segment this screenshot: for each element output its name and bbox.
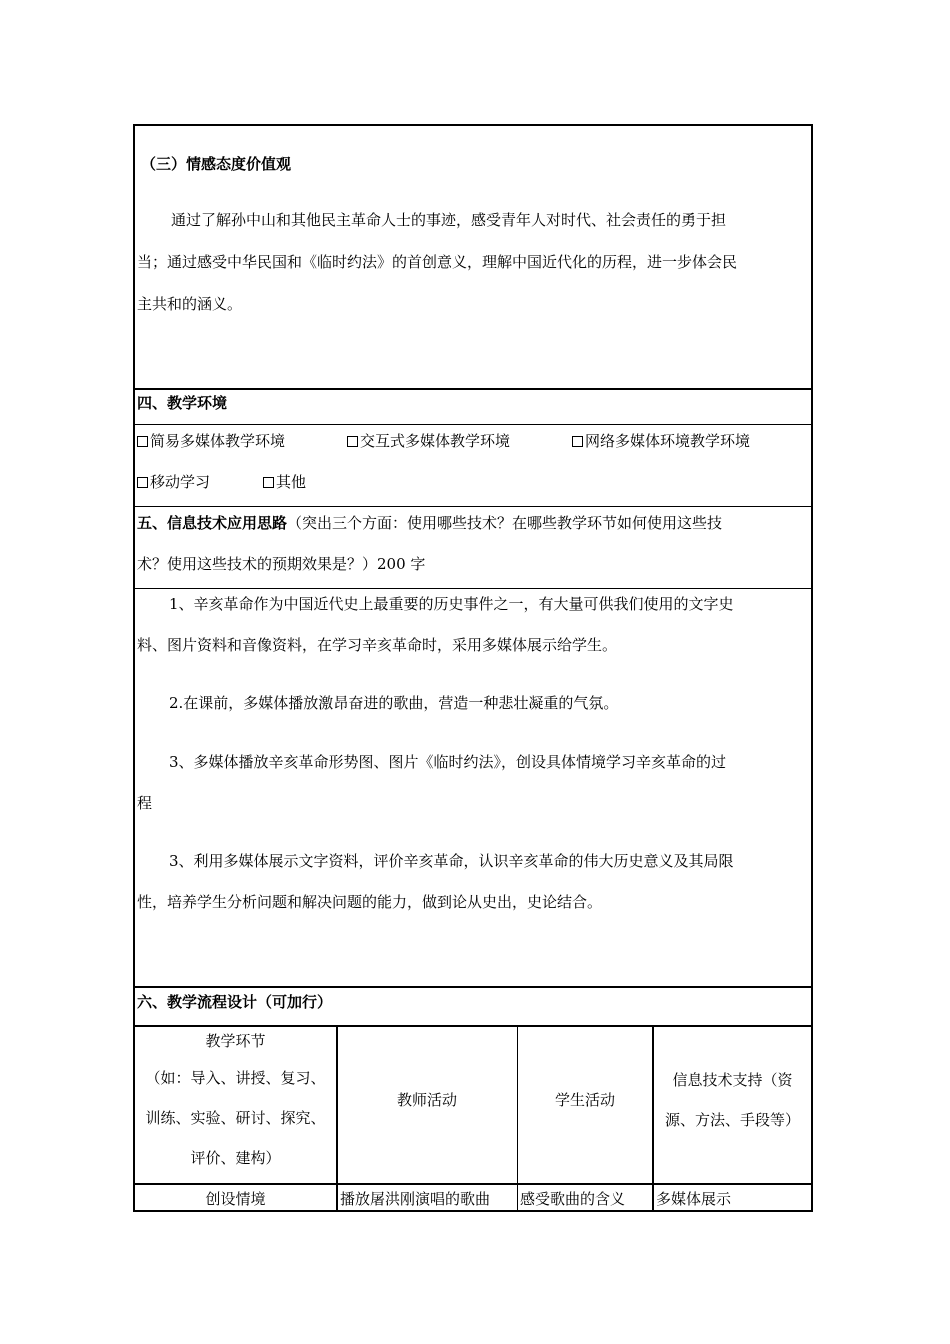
env-option-network-multimedia[interactable]	[572, 431, 750, 451]
divider	[135, 1183, 811, 1185]
checkbox[interactable]	[347, 436, 358, 447]
env-option-mobile-learning[interactable]	[137, 472, 210, 492]
option-label: 其他	[276, 473, 307, 491]
section3-body-line2: 当；通过感受中华民国和《临时约法》的首创意义，理解中国近代化的历程，进一步体会民	[137, 253, 738, 271]
section5-heading-line1	[137, 513, 722, 533]
header-tech-support-line1: 信息技术支持（资	[672, 1071, 793, 1089]
table-row-teacher-activity: 播放屠洪刚演唱的歌曲	[340, 1190, 491, 1208]
checkbox[interactable]	[137, 477, 148, 488]
section3-body-line3: 主共和的涵义。	[137, 295, 243, 313]
section5-heading-note-line2: 术？使用这些技术的预期效果是？）200 字	[137, 555, 426, 573]
checkbox[interactable]	[572, 436, 583, 447]
section4-heading: 四、教学环境	[137, 394, 228, 412]
section6-heading: 六、教学流程设计（可加行）	[137, 993, 333, 1011]
divider	[135, 424, 811, 425]
section5-p4-line2: 性，培养学生分析问题和解决问题的能力，做到论从史出，史论结合。	[137, 893, 603, 911]
option-label: 移动学习	[150, 473, 211, 491]
env-option-simple-multimedia[interactable]	[137, 431, 285, 451]
header-stage-line3: 训练、实验、研讨、探究、	[145, 1109, 326, 1127]
section3-heading: （三）情感态度价值观	[141, 155, 292, 173]
divider	[135, 588, 811, 589]
section5-p3-line1: 3、多媒体播放辛亥革命形势图、图片《临时约法》，创设具体情境学习辛亥革命的过	[169, 753, 727, 771]
section5-p3-line2: 程	[137, 794, 153, 812]
header-stage-line1: 教学环节	[205, 1032, 266, 1050]
header-tech-support-line2: 源、方法、手段等）	[664, 1111, 800, 1129]
table-row-student-activity: 感受歌曲的含义	[520, 1190, 626, 1208]
header-teacher-activity: 教师活动	[396, 1091, 457, 1109]
section5-p4-line1: 3、利用多媒体展示文字资料，评价辛亥革命，认识辛亥革命的伟大历史意义及其局限	[169, 852, 734, 870]
option-label: 网络多媒体环境教学环境	[585, 432, 751, 450]
env-option-interactive-multimedia[interactable]	[347, 431, 510, 451]
section5-p1-line1: 1、辛亥革命作为中国近代史上最重要的历史事件之一，有大量可供我们使用的文字史	[169, 595, 734, 613]
table-row-tech-support: 多媒体展示	[656, 1190, 732, 1208]
header-stage-line2: （如：导入、讲授、复习、	[145, 1069, 326, 1087]
divider	[135, 1025, 811, 1027]
checkbox[interactable]	[263, 477, 274, 488]
divider	[135, 506, 811, 507]
section5-heading-note: （突出三个方面：使用哪些技术？在哪些教学环节如何使用这些技	[287, 514, 723, 532]
lesson-plan-table	[133, 124, 813, 1212]
env-option-other[interactable]	[263, 472, 306, 492]
option-label: 简易多媒体教学环境	[150, 432, 286, 450]
option-label: 交互式多媒体教学环境	[360, 432, 511, 450]
section5-heading: 五、信息技术应用思路	[137, 514, 288, 532]
divider	[135, 388, 811, 390]
divider	[135, 986, 811, 988]
table-row-stage: 创设情境	[205, 1190, 266, 1208]
section3-body-line1: 通过了解孙中山和其他民主革命人士的事迹，感受青年人对时代、社会责任的勇于担	[171, 211, 727, 229]
section5-p2: 2.在课前，多媒体播放激昂奋进的歌曲，营造一种悲壮凝重的气氛。	[169, 694, 619, 712]
checkbox[interactable]	[137, 436, 148, 447]
header-stage-line4: 评价、建构）	[190, 1149, 281, 1167]
section5-p1-line2: 料、图片资料和音像资料，在学习辛亥革命时，采用多媒体展示给学生。	[137, 636, 618, 654]
header-student-activity: 学生活动	[554, 1091, 615, 1109]
